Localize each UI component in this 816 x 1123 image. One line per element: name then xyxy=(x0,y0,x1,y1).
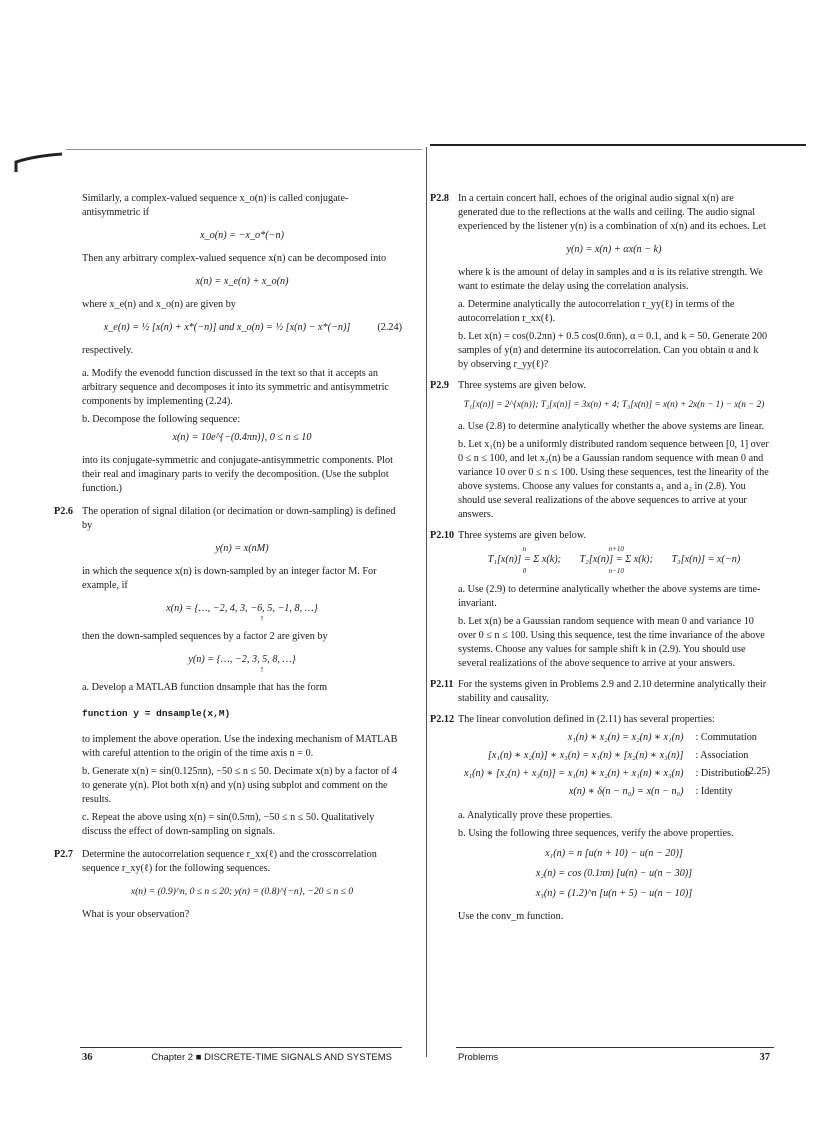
footer-rule-left xyxy=(80,1047,402,1048)
part-b-text: b. Let x₁(n) be a uniformly distributed random sequence between [0, 1] over 0 ≤ n ≤ 100, and let x₂(n) be a Gaussian random sequence with mean 0 and variance 10 over 0 ≤ n ≤ 100. Using these sequences, test the linearity of the above systems. Choose any values for constants a₁ and a₂ in (2.8). You should use several realizations of the above sequences to arrive at your answers. xyxy=(458,439,769,520)
property-formula: x₁(n) ∗ x₂(n) = x₂(n) ∗ x₁(n) xyxy=(567,732,684,743)
problem-number: P2.10 xyxy=(430,530,455,541)
problem-text: Determine the autocorrelation sequence r_xx(ℓ) and the crosscorrelation sequence r_xy(ℓ) for the following sequences. xyxy=(82,849,377,874)
scan-corner-mark xyxy=(14,152,64,174)
part-a-text: a. Determine analytically the autocorrelation r_yy(ℓ) in terms of the autocorrelation r_xx(ℓ). xyxy=(458,299,735,324)
problem-number: P2.6 xyxy=(54,506,73,517)
equation-2-24-body: x_e(n) = ½ [x(n) + x*(−n)] and x_o(n) = ½ [x(n) − x*(−n)] xyxy=(103,322,351,333)
left-footer xyxy=(82,1052,402,1063)
part-b-text: b. Decompose the following sequence: xyxy=(82,414,241,425)
property-name: : Identity xyxy=(695,786,733,797)
equation-antisymmetric: x_o(n) = −x_o*(−n) xyxy=(200,230,284,241)
property-row xyxy=(458,747,763,765)
equation-echo: y(n) = x(n) + αx(n − k) xyxy=(566,244,662,255)
problem-number: P2.8 xyxy=(430,193,449,204)
problem-number: P2.12 xyxy=(430,714,455,725)
problem-text: Three systems are given below. xyxy=(458,530,587,541)
equation-decomposition: x(n) = x_e(n) + x_o(n) xyxy=(195,276,289,287)
equation-p210 xyxy=(458,545,770,575)
property-row xyxy=(458,765,763,783)
property-formula: [x₁(n) ∗ x₂(n)] ∗ x₃(n) = x₁(n) ∗ [x₂(n) ∗ x₃(n)] xyxy=(487,750,684,761)
part-a-continuation: to implement the above operation. Use the indexing mechanism of MATLAB with careful attention to the origin of the time axis n = 0. xyxy=(82,734,398,759)
equation-y-example: y(n) = {…, −2, 3, 5, 8, …} xyxy=(188,654,296,665)
property-name: : Distribution xyxy=(695,768,751,779)
page-gutter xyxy=(426,147,427,1057)
problem-2-8 xyxy=(430,192,770,372)
part-a-text: a. Develop a MATLAB function dnsample that has the form xyxy=(82,682,328,693)
page-number: 36 xyxy=(82,1052,93,1063)
top-rule-left xyxy=(66,149,422,150)
property-name: : Commutation xyxy=(695,732,757,743)
property-formula: x₁(n) ∗ [x₂(n) + x₃(n)] = x₁(n) ∗ x₂(n) + x₁(n) ∗ x₃(n) xyxy=(464,768,684,779)
code-line: function y = dnsample(x,M) xyxy=(82,708,231,719)
system-t3: T₃[x(n)] = x(−n) xyxy=(671,554,741,565)
property-row xyxy=(458,783,763,801)
part-b-text: b. Let x(n) = cos(0.2πn) + 0.5 cos(0.6πn), α = 0.1, and k = 50. Generate 200 samples of y(n) and determine its autocorrelation. Can you obtain α and k by observing r_yy(ℓ)? xyxy=(458,331,768,370)
problem-2-7 xyxy=(54,848,402,922)
problem-text-2: where k is the amount of delay in samples and α is its relative strength. We want to estimate the delay using the correlation analysis. xyxy=(458,267,763,292)
sum-upper-limit: n+10 xyxy=(608,545,624,553)
problem-text: The linear convolution defined in (2.11) has several properties: xyxy=(458,714,715,725)
origin-arrow: ↑ xyxy=(259,664,265,674)
problem-2-9 xyxy=(430,379,770,522)
observation-question: What is your observation? xyxy=(82,909,190,920)
equation-p29: T₁[x(n)] = 2^{x(n)}; T₂[x(n)] = 3x(n) + 4; T₃[x(n)] = x(n) + 2x(n − 1) − x(n − 2) xyxy=(463,399,765,409)
intro-paragraph-1: Similarly, a complex-valued sequence x_o(n) is called conjugate-antisymmetric if xyxy=(82,193,349,218)
equation-x-example: x(n) = {…, −2, 4, 3, −6, 5, −1, 8, …} xyxy=(166,603,318,614)
property-name: : Association xyxy=(695,750,749,761)
page-number: 37 xyxy=(759,1052,770,1063)
origin-arrow: ↑ xyxy=(259,613,265,623)
part-b-text: b. Generate x(n) = sin(0.125πn), −50 ≤ n ≤ 50. Decimate x(n) by a factor of 4 to generate y(n). Plot both x(n) and y(n) using subplot and comment on the results. xyxy=(82,766,398,805)
problem-text: In a certain concert hall, echoes of the original audio signal x(n) are generated due to the reflections at the walls and ceiling. The audio signal experienced by the listener y(n) is a combination of x(n) and its echoes. Let xyxy=(458,193,766,232)
right-page xyxy=(430,192,770,933)
part-a-text: a. Use (2.9) to determine analytically whether the above systems are time-invariant. xyxy=(458,584,761,609)
use-conv-text: Use the conv_m function. xyxy=(458,911,564,922)
equation-x1: x₁(n) = n [u(n + 10) − u(n − 20)] xyxy=(545,848,683,859)
left-page xyxy=(54,192,402,931)
respectively-text: respectively. xyxy=(82,345,134,356)
part-a-text: a. Use (2.8) to determine analytically whether the above systems are linear. xyxy=(458,421,765,432)
system-t2: T₂[x(n)] = Σ x(k); xyxy=(579,554,653,565)
equation-x3: x₃(n) = (1.2)^n [u(n + 5) − u(n − 10)] xyxy=(535,888,693,899)
sum-upper-limit: n xyxy=(522,545,527,553)
property-row xyxy=(458,729,763,747)
sum-lower-limit: 0 xyxy=(522,567,527,575)
problem-2-6 xyxy=(54,505,402,839)
intro-paragraph-2: Then any arbitrary complex-valued sequence x(n) can be decomposed into xyxy=(82,253,387,264)
part-b-text: b. Let x(n) be a Gaussian random sequence with mean 0 and variance 10 over 0 ≤ n ≤ 100. Using this sequence, test the time invariance of the above systems. Choose any values for sample shift k in (2.9). You should use several realizations of the above sequence to arrive at your answers. xyxy=(458,616,765,669)
where-line: where x_e(n) and x_o(n) are given by xyxy=(82,299,236,310)
problem-text-2: in which the sequence x(n) is down-sampled by an integer factor M. For example, if xyxy=(82,566,377,591)
equation-2-24 xyxy=(82,321,402,335)
equation-number-2-25: (2.25) xyxy=(745,766,770,777)
problem-text-3: then the down-sampled sequences by a factor 2 are given by xyxy=(82,631,328,642)
problem-2-12 xyxy=(430,713,770,924)
footer-rule-right xyxy=(456,1047,774,1048)
footer-label: Problems xyxy=(458,1052,499,1063)
properties-table xyxy=(458,729,763,801)
problem-text: For the systems given in Problems 2.9 and 2.10 determine analytically their stability and causality. xyxy=(458,679,767,704)
chapter-title: Chapter 2 ■ DISCRETE-TIME SIGNALS AND SYSTEMS xyxy=(151,1052,392,1063)
part-c-text: c. Repeat the above using x(n) = sin(0.5πn), −50 ≤ n ≤ 50. Qualitatively discuss the effect of down-sampling on signals. xyxy=(82,812,375,837)
property-formula: x(n) ∗ δ(n − n₀) = x(n − n₀) xyxy=(568,786,684,797)
equation-x2: x₂(n) = cos (0.1πn) [u(n) − u(n − 30)] xyxy=(535,868,693,879)
part-a-text: a. Analytically prove these properties. xyxy=(458,810,613,821)
sum-lower-limit: n−10 xyxy=(608,567,624,575)
problem-number: P2.9 xyxy=(430,380,449,391)
problem-2-11 xyxy=(430,678,770,706)
problem-2-10 xyxy=(430,529,770,671)
problem-number: P2.11 xyxy=(430,679,454,690)
part-a-text: a. Modify the evenodd function discussed in the text so that it accepts an arbitrary sequence and decomposes it into its symmetric and antisymmetric components by implementing (2.24). xyxy=(82,368,389,407)
top-rule-right xyxy=(430,144,806,146)
system-t1: T₁[x(n)] = Σ x(k); xyxy=(487,554,562,565)
problem-number: P2.7 xyxy=(54,849,73,860)
part-b-text: b. Using the following three sequences, verify the above properties. xyxy=(458,828,734,839)
equation-number-2-24: (2.24) xyxy=(377,322,402,333)
equation-downsample: y(n) = x(nM) xyxy=(215,543,269,554)
problem-text: The operation of signal dilation (or decimation or down-sampling) is defined by xyxy=(82,506,396,531)
equation-p27: x(n) = (0.9)^n, 0 ≤ n ≤ 20; y(n) = (0.8)^{−n}, −20 ≤ n ≤ 0 xyxy=(130,886,354,897)
equation-sequence: x(n) = 10e^{−(0.4πn)}, 0 ≤ n ≤ 10 xyxy=(172,432,312,443)
right-footer xyxy=(458,1052,770,1063)
convolution-properties xyxy=(458,729,770,801)
part-b-continuation: into its conjugate-symmetric and conjugate-antisymmetric components. Plot their real and imaginary parts to verify the decomposition. (Use the subplot function.) xyxy=(82,455,393,494)
problem-text: Three systems are given below. xyxy=(458,380,587,391)
